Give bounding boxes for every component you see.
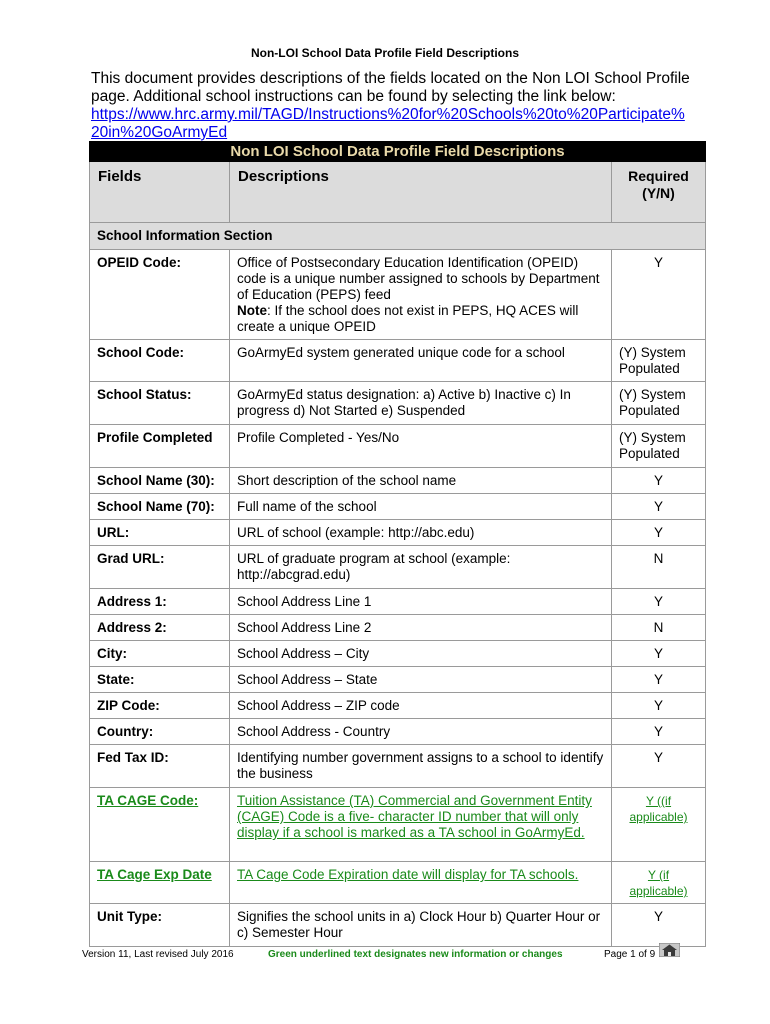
table-row <box>90 494 706 520</box>
section-row <box>90 223 706 250</box>
table-banner: Non LOI School Data Profile Field Descriptions <box>90 142 706 162</box>
required-value: (Y) System Populated <box>612 425 706 468</box>
field-name: OPEID Code: <box>90 250 230 340</box>
table-header-row <box>90 162 706 223</box>
field-name: School Name (70): <box>90 494 230 520</box>
field-descriptions-table <box>89 141 706 947</box>
changed-field-name: TA Cage Exp Date <box>97 867 212 882</box>
required-value: Y <box>612 494 706 520</box>
footer-legend: Green underlined text designates new information or changes <box>268 949 563 960</box>
field-name: City: <box>90 641 230 667</box>
col-header-fields: Fields <box>90 162 230 223</box>
intro-paragraph <box>91 70 691 142</box>
required-value <box>612 862 706 904</box>
field-description: Short description of the school name <box>230 468 612 494</box>
changed-required: Y (if applicable) <box>629 868 688 898</box>
required-value: Y <box>612 904 706 947</box>
table-row <box>90 788 706 862</box>
field-name: School Status: <box>90 382 230 425</box>
required-value: Y <box>612 667 706 693</box>
table-row <box>90 641 706 667</box>
field-name: Country: <box>90 719 230 745</box>
col-header-required-line2: (Y/N) <box>642 185 675 201</box>
intro-text: This document provides descriptions of the fields located on the Non LOI School Profile page. Additional school instructions can be found by selecting the link below: <box>91 70 690 105</box>
field-description: GoArmyEd status designation: a) Active b) Inactive c) In progress d) Not Started e) Suspended <box>230 382 612 425</box>
field-description: School Address - Country <box>230 719 612 745</box>
field-name: Grad URL: <box>90 546 230 589</box>
field-name <box>90 788 230 862</box>
table-row <box>90 546 706 589</box>
required-value: Y <box>612 520 706 546</box>
required-value: (Y) System Populated <box>612 382 706 425</box>
field-description <box>230 250 612 340</box>
table-row <box>90 862 706 904</box>
field-name: School Code: <box>90 340 230 382</box>
note-label: Note <box>237 303 267 318</box>
required-value: Y <box>612 250 706 340</box>
field-description: URL of graduate program at school (example: http://abcgrad.edu) <box>230 546 612 589</box>
instructions-link[interactable]: https://www.hrc.army.mil/TAGD/Instructions%20for%20Schools%20to%20Participate%20in%20GoArmyEd <box>91 106 685 141</box>
required-value: Y <box>612 693 706 719</box>
table-row <box>90 667 706 693</box>
required-value: Y <box>612 589 706 615</box>
field-description <box>230 788 612 862</box>
field-name: URL: <box>90 520 230 546</box>
required-value: N <box>612 546 706 589</box>
table-row <box>90 520 706 546</box>
table-row <box>90 589 706 615</box>
table-row <box>90 250 706 340</box>
col-header-required-line1: Required <box>628 168 689 184</box>
required-value: Y <box>612 641 706 667</box>
field-description: Full name of the school <box>230 494 612 520</box>
required-value <box>612 788 706 862</box>
field-description: School Address – State <box>230 667 612 693</box>
field-description: Identifying number government assigns to a school to identify the business <box>230 745 612 788</box>
page-title: Non-LOI School Data Profile Field Descriptions <box>250 46 520 60</box>
field-name: State: <box>90 667 230 693</box>
table-banner-row <box>90 142 706 162</box>
field-description: School Address Line 1 <box>230 589 612 615</box>
field-description: Signifies the school units in a) Clock Hour b) Quarter Hour or c) Semester Hour <box>230 904 612 947</box>
field-name: Fed Tax ID: <box>90 745 230 788</box>
field-description: School Address – City <box>230 641 612 667</box>
col-header-required <box>612 162 706 223</box>
table-row <box>90 615 706 641</box>
col-header-descriptions: Descriptions <box>230 162 612 223</box>
changed-description: Tuition Assistance (TA) Commercial and Government Entity (CAGE) Code is a five- character ID number that will only display if a school is marked as a TA school in GoArmyEd. <box>237 793 592 840</box>
required-value: Y <box>612 468 706 494</box>
home-icon[interactable] <box>659 943 680 957</box>
field-name: School Name (30): <box>90 468 230 494</box>
table-row <box>90 904 706 947</box>
field-description: School Address – ZIP code <box>230 693 612 719</box>
field-description: URL of school (example: http://abc.edu) <box>230 520 612 546</box>
field-description <box>230 862 612 904</box>
field-description: GoArmyEd system generated unique code for a school <box>230 340 612 382</box>
changed-required: Y ((if applicable) <box>629 794 688 824</box>
table-row <box>90 719 706 745</box>
field-name: Address 1: <box>90 589 230 615</box>
footer-version: Version 11, Last revised July 2016 <box>82 949 234 960</box>
required-value: Y <box>612 719 706 745</box>
field-description: Profile Completed - Yes/No <box>230 425 612 468</box>
changed-field-name: TA CAGE Code: <box>97 793 199 808</box>
changed-description: TA Cage Code Expiration date will display for TA schools. <box>237 867 579 882</box>
table-row <box>90 340 706 382</box>
description-text: Office of Postsecondary Education Identification (OPEID) code is a unique number assigned to schools by Department of Education (PEPS) feed <box>237 255 600 302</box>
section-title: School Information Section <box>90 223 706 250</box>
field-name: ZIP Code: <box>90 693 230 719</box>
table-row <box>90 468 706 494</box>
note-text: : If the school does not exist in PEPS, HQ ACES will create a unique OPEID <box>237 303 579 334</box>
table-row <box>90 425 706 468</box>
table-row <box>90 745 706 788</box>
field-name: Address 2: <box>90 615 230 641</box>
required-value: N <box>612 615 706 641</box>
required-value: (Y) System Populated <box>612 340 706 382</box>
footer-page-number: Page 1 of 9 <box>604 949 656 960</box>
table-row <box>90 693 706 719</box>
required-value: Y <box>612 745 706 788</box>
field-name <box>90 862 230 904</box>
field-name: Unit Type: <box>90 904 230 947</box>
field-name: Profile Completed <box>90 425 230 468</box>
field-description: School Address Line 2 <box>230 615 612 641</box>
table-row <box>90 382 706 425</box>
